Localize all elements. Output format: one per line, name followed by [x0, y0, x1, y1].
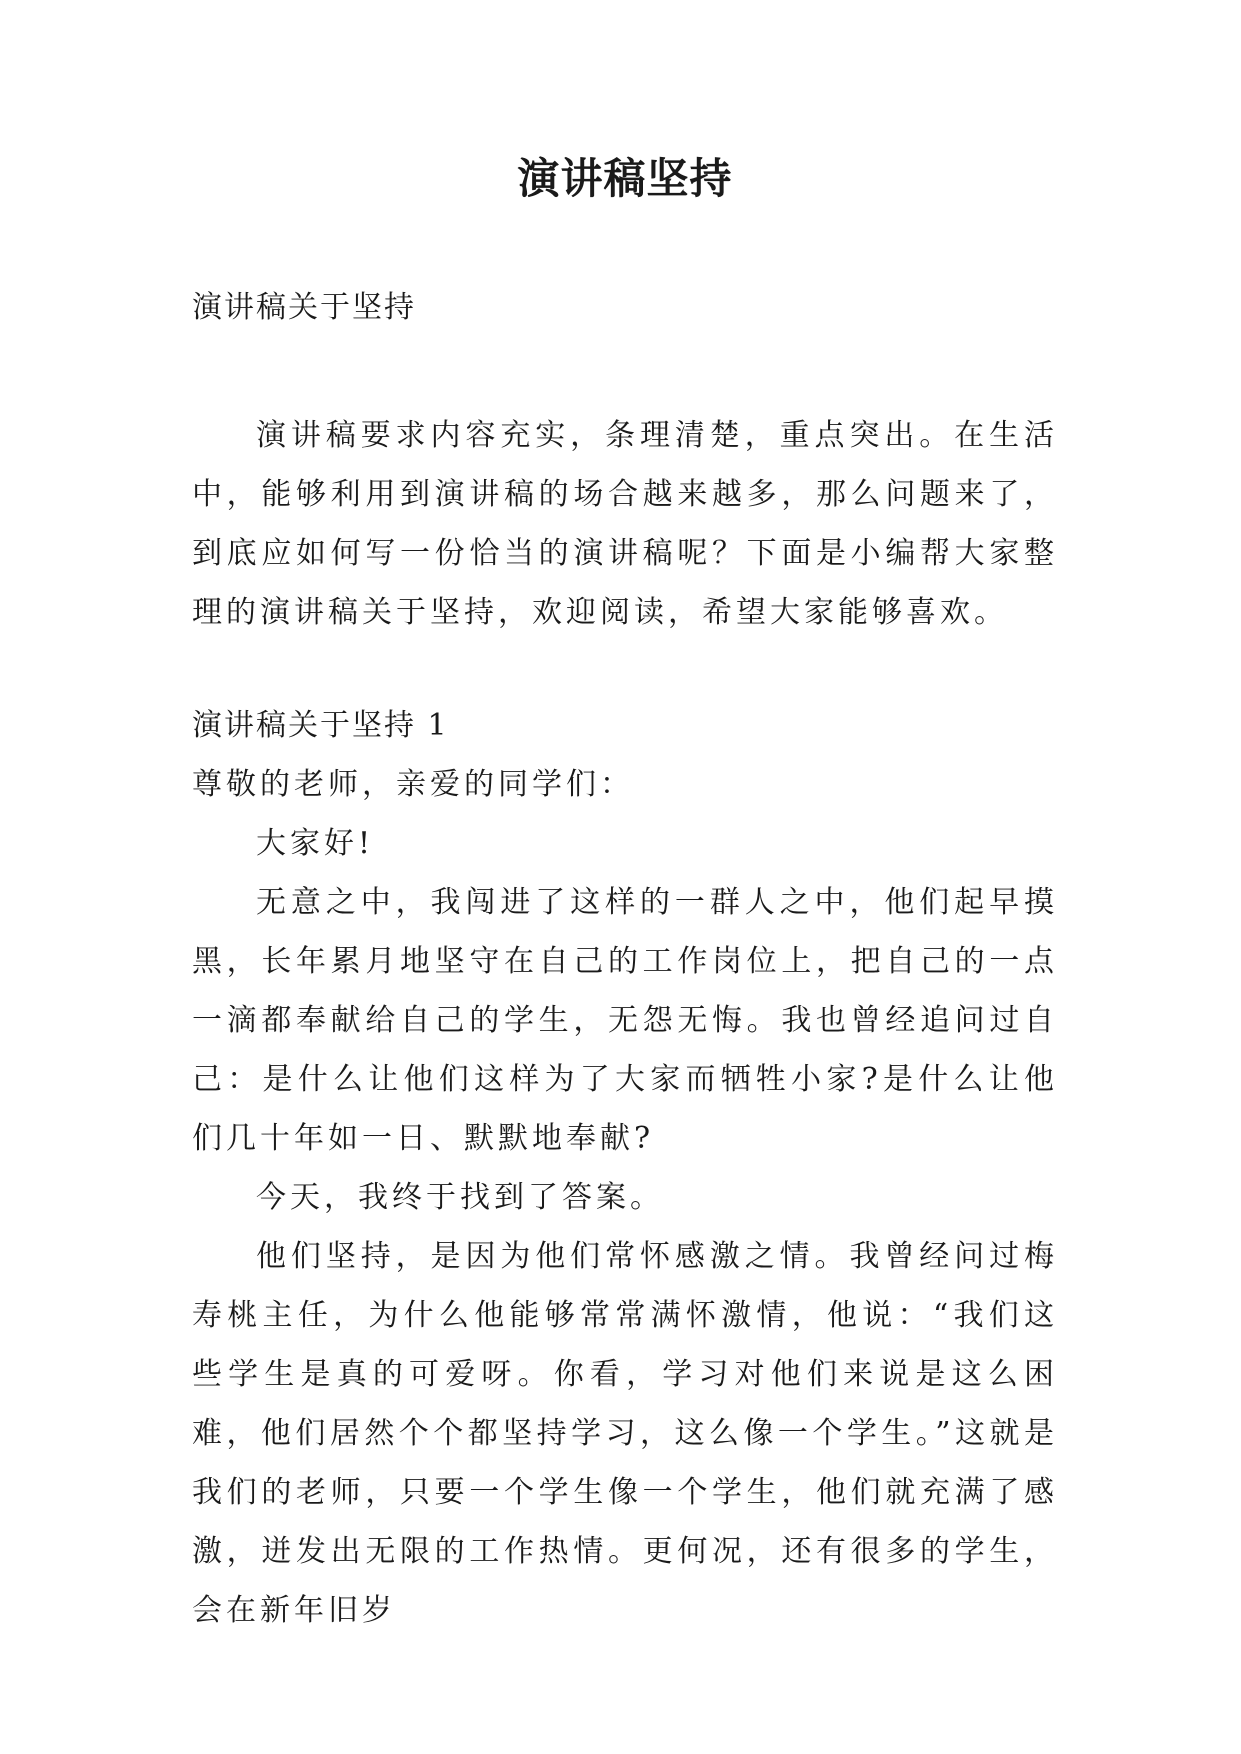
- body-paragraph: 他们坚持，是因为他们常怀感激之情。我曾经问过梅寿桃主任，为什么他能够常常满怀激情，他说：“我们这些学生是真的可爱呀。你看，学习对他们来说是这么困难，他们居然个个都坚持学习，这么像一个学生。”这就是我们的老师，只要一个学生像一个学生，他们就充满了感激，迸发出无限的工作热情。更何况，还有很多的学生，会在新年旧岁: [192, 1239, 1058, 1628]
- section-heading: 演讲稿关于坚持 1: [192, 708, 449, 743]
- document-title: 演讲稿坚持: [517, 154, 733, 203]
- intro-block: [192, 406, 1058, 642]
- document-subtitle: 演讲稿关于坚持: [192, 290, 416, 325]
- salutation: 尊敬的老师，亲爱的同学们：: [192, 767, 634, 802]
- body-paragraph: 今天，我终于找到了答案。: [256, 1180, 664, 1215]
- body-paragraph: 无意之中，我闯进了这样的一群人之中，他们起早摸黑，长年累月地坚守在自己的工作岗位上，把自己的一点一滴都奉献给自己的学生，无怨无悔。我也曾经追问过自己：是什么让他们这样为了大家而牺牲小家?是什么让他们几十年如一日、默默地奉献?: [192, 885, 1058, 1156]
- speech-section: [192, 696, 1058, 1640]
- greeting: 大家好!: [256, 826, 375, 861]
- intro-paragraph: 演讲稿要求内容充实，条理清楚，重点突出。在生活中，能够利用到演讲稿的场合越来越多，那么问题来了，到底应如何写一份恰当的演讲稿呢？下面是小编帮大家整理的演讲稿关于坚持，欢迎阅读，希望大家能够喜欢。: [192, 418, 1058, 630]
